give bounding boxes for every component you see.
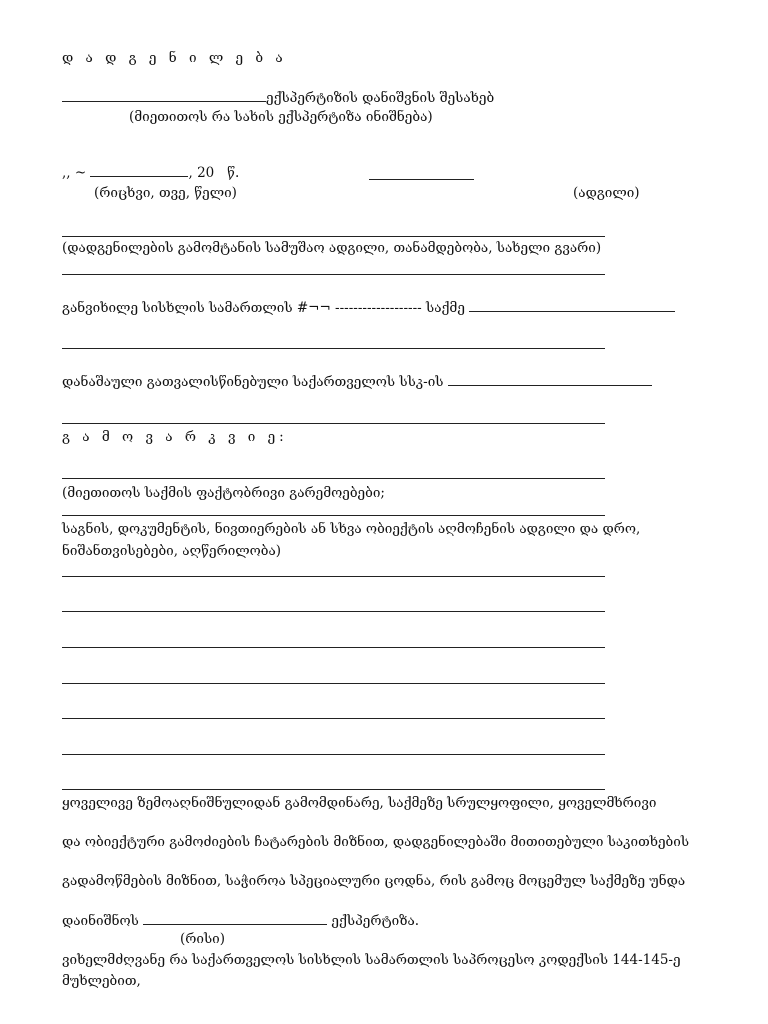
date-prefix: ,, ~	[62, 165, 87, 181]
code-line	[62, 373, 652, 390]
expertise-heading: ექსპერტიზის დანიშვნის შესახებ	[266, 90, 495, 106]
facts-hint: (მიეთითოს საქმის ფაქტობრივი გარემოებები;	[62, 485, 385, 501]
blank-line[interactable]	[62, 515, 605, 516]
case-blank[interactable]	[469, 299, 675, 312]
date-hint: (რიცხვი, თვე, წელი)	[94, 185, 237, 201]
document-title: დ ა დ გ ე ნ ი ლ ე ბ ა	[62, 50, 287, 66]
case-label: განვიხილე სისხლის სამართლის #¬¬ -------------------	[62, 300, 422, 316]
expertise-heading-line	[62, 89, 494, 106]
place-blank[interactable]	[369, 179, 474, 180]
facts-hint-3: ნიშანთვისებები, აღწერილობა)	[62, 543, 282, 559]
author-blank-2[interactable]	[62, 274, 605, 275]
blank-line[interactable]	[62, 423, 605, 424]
appoint-hint: (რისი)	[180, 931, 225, 947]
date-blank[interactable]	[90, 164, 188, 177]
place-hint: (ადგილი)	[573, 185, 640, 201]
date-suffix: წ.	[227, 165, 240, 181]
appoint-line	[62, 912, 419, 929]
case-line	[62, 299, 675, 316]
expertise-type-blank[interactable]	[62, 89, 266, 102]
blank-line[interactable]	[62, 718, 605, 719]
found-title: გ ა მ ო ვ ა რ კ ვ ი ე:	[62, 429, 288, 445]
author-blank[interactable]	[62, 236, 605, 237]
appoint-suffix: ექსპერტიზა.	[331, 913, 420, 929]
expertise-hint: (მიეთითოს რა სახის ექსპერტიზა ინიშნება)	[129, 109, 433, 125]
guided-line-1: ვიხელმძღვანე რა საქართველოს სისხლის სამართლის საპროცესო კოდექსის 144-145-ე	[62, 952, 681, 968]
blank-line[interactable]	[62, 647, 605, 648]
guided-line-2: მუხლებით,	[62, 973, 141, 989]
blank-line[interactable]	[62, 683, 605, 684]
blank-line[interactable]	[62, 611, 605, 612]
date-year: , 20	[188, 165, 215, 181]
paragraph-line-3: გადამოწმების მიზნით, საჭიროა სპეციალური ცოდნა, რის გამოც მოცემულ საქმეზე უნდა	[62, 873, 686, 889]
blank-line[interactable]	[62, 478, 605, 479]
author-hint: (დადგენილების გამომტანის სამუშაო ადგილი, თანამდებობა, სახელი გვარი)	[62, 240, 602, 256]
code-blank[interactable]	[448, 373, 652, 386]
code-label: დანაშაული გათვალისწინებული საქართველოს სსკ-ის	[62, 374, 444, 390]
blank-line[interactable]	[62, 576, 605, 577]
case-word: საქმე	[426, 300, 465, 316]
facts-hint-2: საგნის, დოკუმენტის, ნივთიერების ან სხვა ობიექტის აღმოჩენის ადგილი და დრო,	[62, 521, 641, 537]
date-line	[62, 164, 239, 181]
appoint-blank[interactable]	[143, 912, 327, 925]
blank-line[interactable]	[62, 348, 605, 349]
blank-line[interactable]	[62, 789, 605, 790]
paragraph-line-2: და ობიექტური გამოძიების ჩატარების მიზნით, დადგენილებაში მითითებული საკითხების	[62, 834, 690, 850]
paragraph-line-1: ყოველივე ზემოაღნიშნულიდან გამომდინარე, საქმეზე სრულყოფილი, ყოველმხრივი	[62, 795, 657, 811]
appoint-prefix: დაინიშნოს	[62, 913, 139, 929]
blank-line[interactable]	[62, 754, 605, 755]
